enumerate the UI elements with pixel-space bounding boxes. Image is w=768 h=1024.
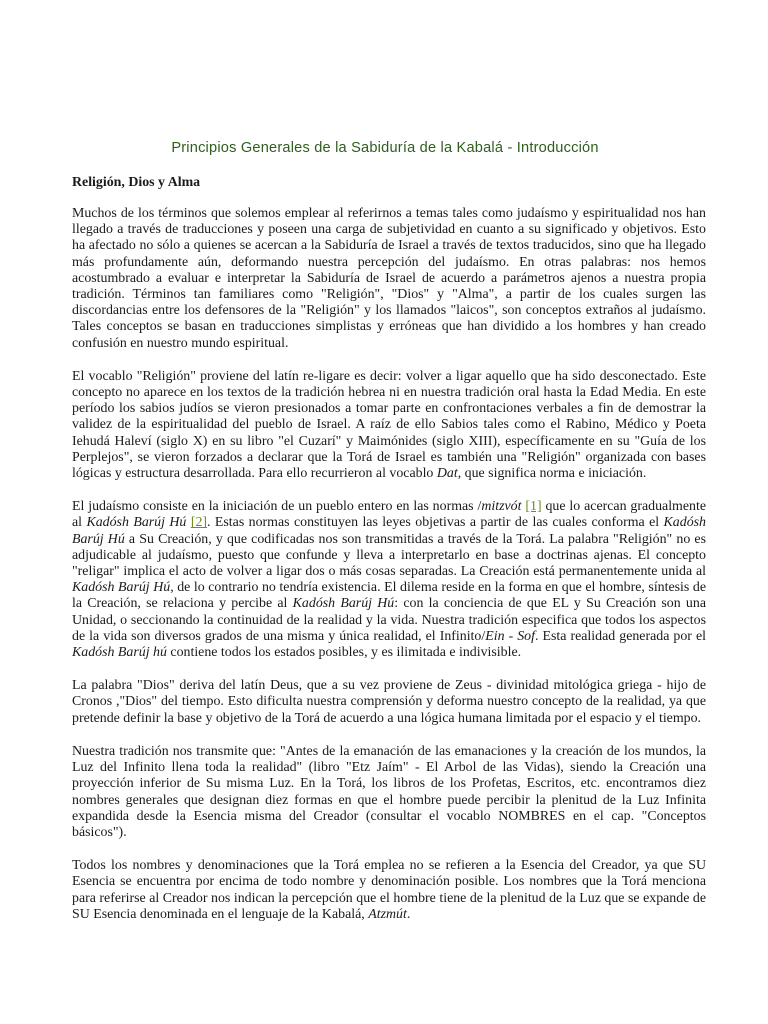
paragraph-2 — [72, 369, 706, 482]
paragraph-2-tail: , que significa norma e iniciación. — [457, 466, 647, 482]
footnote-link-2[interactable]: [2] — [190, 515, 208, 531]
term-atzmut: Atzmút — [368, 906, 407, 922]
paragraph-6-tail: . — [406, 906, 411, 922]
paragraph-3-part-a: El judaísmo consiste en la iniciación de un pueblo entero en las normas / — [72, 499, 482, 515]
paragraph-3-part-b: que lo acercan gradualmente al — [72, 499, 706, 531]
term-mitzvot: mitzvót — [481, 499, 522, 515]
term-kadosh-1: Kadósh Barúj Hú — [86, 515, 187, 531]
term-kadosh-5: Kadósh Barúj hú — [72, 645, 167, 661]
paragraph-3-part-c: . Estas normas constituyen las leyes objetivas a partir de las cuales conforma el — [207, 515, 664, 531]
paragraph-1: Muchos de los términos que solemos emplear al referirnos a temas tales como judaísmo y espiritualidad nos han llegado a través de traducciones y poseen una carga de subjetividad en cuanto a su significado y objetivos. Esto ha afectado no sólo a quienes se acercan a la Sabiduría de Israel a través de textos traducidos, sino que ha llegado más profundamente aún, deformando nuestra percepción del judaísmo. En otras palabras: nos hemos acostumbrado a evaluar e interpretar la Sabiduría de Israel de acuerdo a parámetros ajenos a nuestra propia tradición. Términos tan familiares como "Religión", "Dios" y "Alma", a partir de los cuales surgen las discordancias entre los defensores de la "Religión" y los llamados "laicos", son conceptos extraños al judaísmo. Tales conceptos se basan en traducciones simplistas y erróneas que han dividido a los hombres y han creado confusión en nuestro mundo espiritual. — [72, 206, 706, 351]
paragraph-5: Nuestra tradición nos transmite que: "Antes de la emanación de las emanaciones y la creación de los mundos, la Luz del Infinito llena toda la realidad" (libro "Etz Jaím" - El Arbol de las Vidas), siendo la Creación una proyección inferior de Su misma Luz. En la Torá, los libros de los Profetas, Escritos, etc. encontramos diez nombres generales que designan diez formas en que el hombre puede percibir la plenitud de la Luz Infinita expandida desde la Esencia misma del Creador (consultar el vocablo NOMBRES en el cap. "Conceptos básicos"). — [72, 743, 706, 840]
paragraph-4: La palabra "Dios" deriva del latín Deus, que a su vez proviene de Zeus - divinidad mitológica griega - hijo de Cronos ,"Dios" del tiempo. Esto dificulta nuestra comprensión y deforma nuestro concepto de la realidad, ya que pretende definir la base y objetivo de la Torá de acuerdo a una lógica humana limitada por el espacio y el tiempo. — [72, 678, 706, 726]
paragraph-6-text: Todos los nombres y denominaciones que la Torá emplea no se refieren a la Esencia del Creador, ya que SU Esencia se encuentra por encima de todo nombre y denominación posible. Los nombres que la Torá menciona para referirse al Creador nos indican la percepción que el hombre tiene de la plenitud de la Luz que se expande de SU Esencia denominada en el lenguaje de la Kabalá, — [72, 858, 706, 922]
paragraph-6 — [72, 858, 706, 923]
paragraph-3-part-h: contiene todos los estados posibles, y es ilimitada e indivisible. — [166, 645, 522, 661]
paragraph-3-part-g: . Esta realidad generada por el — [535, 628, 706, 644]
term-dat: Dat — [436, 466, 458, 482]
paragraph-3-part-e: , de lo contrario no tendría existencia. El dilema reside en la forma en que el hombre, síntesis de la Creación, se relaciona y percibe al — [72, 580, 706, 612]
paragraph-2-text: El vocablo "Religión" proviene del latín re-ligare es decir: volver a ligar aquello que ha sido desconectado. Este concepto no aparece en los textos de la tradición hebrea ni en nuestra tradición oral hasta la Edad Media. En este período los sabios judíos se vieron presionados a tomar parte en confrontaciones verbales a fin de demostrar la validez de la espiritualidad del pueblo de Israel. A raíz de ello Sabios tales como el Rabino, Médico y Poeta Iehudá Haleví (siglo X) en su libro "el Cuzarí" y Maimónides (siglo XIII), específicamente en su "Guía de los Perplejos", se vieron forzados a declarar que la Torá de Israel es también una "Religión" organizada con bases lógicas y estructura desarrollada. Para ello recurrieron al vocablo — [72, 368, 706, 482]
term-kadosh-4: Kadósh Barúj Hú — [292, 596, 395, 612]
term-kadosh-3: Kadósh Barúj Hú — [72, 580, 171, 596]
term-ein-sof: Ein - Sof — [485, 628, 535, 644]
footnote-link-1[interactable]: [1] — [525, 499, 542, 515]
section-heading: Religión, Dios y Alma — [72, 175, 201, 190]
term-kadosh-2: Kadósh Barúj Hú — [72, 515, 706, 547]
document-page — [72, 138, 706, 923]
paragraph-3-part-d: a Su Creación, y que codificadas nos son transmitidas a través de la Torá. La palabra "Religión" no es adjudicable al judaísmo, puesto que confunde y lleva a interpretarlo en base a doctrinas ajenas. El concepto "religar" implica el acto de volver a ligar dos o más cosas separadas. La Creación está permanentemente unida al — [72, 531, 706, 580]
page-title: Principios Generales de la Sabiduría de la Kabalá - Introducción — [171, 140, 599, 156]
paragraph-3-part-f: : con la conciencia de que EL y Su Creación son una Unidad, o seccionando la continuidad de la realidad y la vida. Nuestra tradición especifica que todos los aspectos de la vida son diversos grados de una misma y única realidad, el Infinito/ — [72, 596, 706, 644]
paragraph-3 — [72, 499, 706, 661]
